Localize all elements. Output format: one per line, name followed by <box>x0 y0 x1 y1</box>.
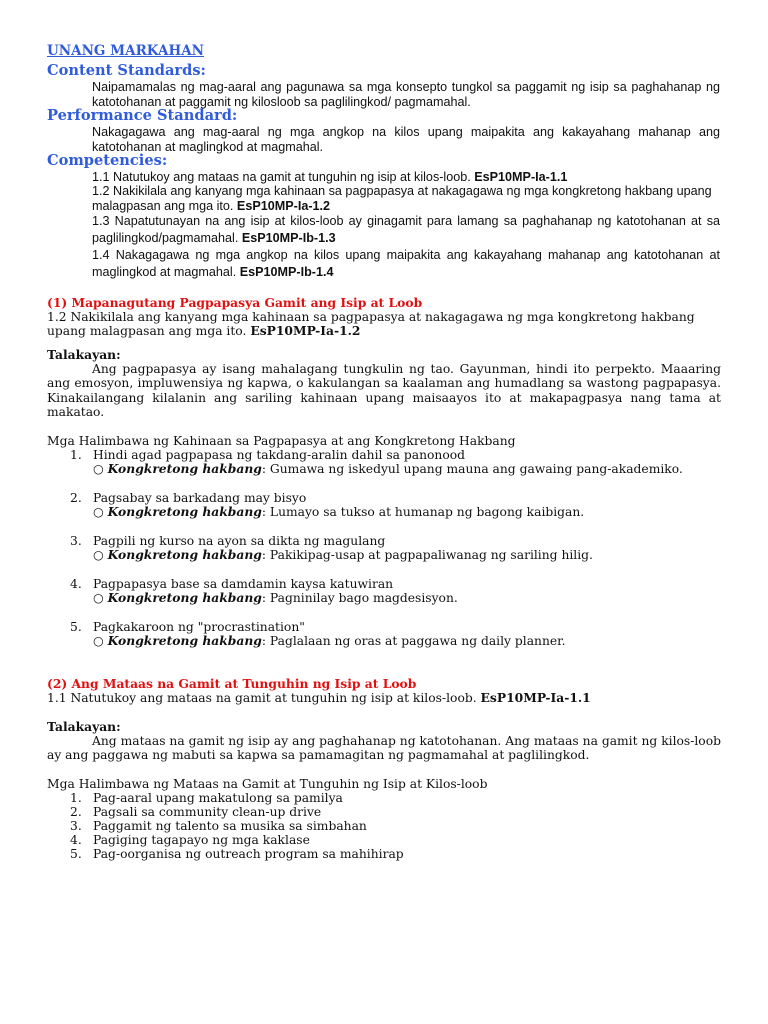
section2-heading: (2) Ang Mataas na Gamit at Tunguhin ng Isip at Loob <box>47 676 417 691</box>
section2-talakayan-text: Ang mataas na gamit ng isip ay ang paghahanap ng katotohanan. Ang mataas na gamit ng kilos-loob ay ang paggawa ng mabuti sa kapwa sa pamamagitan ng pagmamahal at paglilingkod. <box>47 734 721 763</box>
competency-code: EsP10MP-Ib-1.3 <box>241 230 336 245</box>
section1-competency-code: EsP10MP-Ia-1.2 <box>250 323 361 339</box>
content-standards-heading: Content Standards: <box>47 62 206 79</box>
step-label: Kongkretong hakbang <box>107 461 262 477</box>
section2-talakayan-label: Talakayan: <box>47 719 121 734</box>
competency-code: EsP10MP-Ia-1.2 <box>236 199 331 213</box>
list-item: 4. Pagpapasya base sa damdamin kaysa katuwiran ○ Kongkretong hakbang: Pagninilay bago magdesisyon. <box>70 577 458 606</box>
competency-item <box>92 247 720 280</box>
competency-code: EsP10MP-Ib-1.4 <box>239 264 334 279</box>
content-standards-text: Naipamamalas ng mag-aaral ang pagunawa sa mga konsepto tungkol sa paggamit ng isip sa paghahanap ng katotohanan at paggamit ng kilosloob sa paglilingkod/ pagmamahal. <box>92 80 720 109</box>
section2-list-title: Mga Halimbawa ng Mataas na Gamit at Tunguhin ng Isip at Kilos-loob <box>47 777 488 791</box>
competency-text: 1.3 Napatutunayan na ang isip at kilos-loob ay ginagamit para lamang sa paghahanap ng katotohanan at sa paglilingkod/pagmamahal. <box>92 214 720 245</box>
list-item: 4. Pagiging tagapayo ng mga kaklase <box>70 833 310 847</box>
list-item: 3. Pagpili ng kurso na ayon sa dikta ng magulang ○ Kongkretong hakbang: Pakikipag-usap at pagpapaliwanag ng sariling hilig. <box>70 534 593 563</box>
step-label: Kongkretong hakbang <box>107 590 262 606</box>
competency-item <box>92 170 720 185</box>
section2-competency-code: EsP10MP-Ia-1.1 <box>480 690 591 705</box>
section1-talakayan-text: Ang pagpapasya ay isang mahalagang tungkulin ng tao. Gayunman, hindi ito perpekto. Maaaring ang emosyon, impluwensiya ng kapwa, o kakulangan sa kaalaman ang humadlang sa wastong pagpapasya. Kinakailangang kilalanin ang sariling kahinaan upang maisaayos ito at makapagpasya nang tama at makatao. <box>47 362 721 419</box>
step-label: Kongkretong hakbang <box>107 504 262 520</box>
list-item: 3. Paggamit ng talento sa musika sa simbahan <box>70 819 367 833</box>
section1-competency <box>47 310 707 339</box>
competency-code: EsP10MP-Ia-1.1 <box>474 170 568 184</box>
competency-text: 1.4 Nakagagawa ng mga angkop na kilos upang maipakita ang kakayahang mahanap ang katotohanan at maglingkod at magmahal. <box>92 248 720 279</box>
section1-talakayan-label: Talakayan: <box>47 347 121 362</box>
competency-text: 1.2 Nakikilala ang kanyang mga kahinaan sa pagpapasya at nakagagawa ng mga kongkretong hakbang upang malagpasan ang mga ito. <box>92 184 712 213</box>
list-item: 1. Hindi agad pagpapasa ng takdang-aralin dahil sa panonood ○ Kongkretong hakbang: Gumawa ng iskedyul upang mauna ang gawaing pang-akademiko. <box>70 448 683 477</box>
page-title: UNANG MARKAHAN <box>47 43 205 59</box>
section1-heading: (1) Mapanagutang Pagpapasya Gamit ang Isip at Loob <box>47 295 423 310</box>
list-item: 2. Pagsali sa community clean-up drive <box>70 805 322 819</box>
list-item: 5. Pag-oorganisa ng outreach program sa mahihirap <box>70 847 404 861</box>
step-label: Kongkretong hakbang <box>107 633 262 649</box>
section1-list-title: Mga Halimbawa ng Kahinaan sa Pagpapasya at ang Kongkretong Hakbang <box>47 434 516 448</box>
performance-standard-heading: Performance Standard: <box>47 107 238 124</box>
section2-competency <box>47 691 707 705</box>
step-label: Kongkretong hakbang <box>107 547 262 563</box>
section2-competency-text: 1.1 Natutukoy ang mataas na gamit at tunguhin ng isip at kilos-loob. <box>47 691 477 705</box>
competency-item <box>92 184 720 214</box>
competency-text: 1.1 Natutukoy ang mataas na gamit at tunguhin ng isip at kilos-loob. <box>92 170 471 184</box>
list-item: 1. Pag-aaral upang makatulong sa pamilya <box>70 791 343 805</box>
section1-competency-text: 1.2 Nakikilala ang kanyang mga kahinaan sa pagpapasya at nakagagawa ng mga kongkretong hakbang upang malagpasan ang mga ito. <box>47 310 695 339</box>
performance-standard-text: Nakagagawa ang mag-aaral ng mga angkop na kilos upang maipakita ang kakayahang mahanap ang katotohanan at maglingkod at magmahal. <box>92 125 720 154</box>
competency-item <box>92 213 720 246</box>
list-item: 2. Pagsabay sa barkadang may bisyo ○ Kongkretong hakbang: Lumayo sa tukso at humanap ng bagong kaibigan. <box>70 491 585 520</box>
list-item: 5. Pagkakaroon ng "procrastination" ○ Kongkretong hakbang: Paglalaan ng oras at paggawa ng daily planner. <box>70 620 566 649</box>
competencies-heading: Competencies: <box>47 152 168 169</box>
